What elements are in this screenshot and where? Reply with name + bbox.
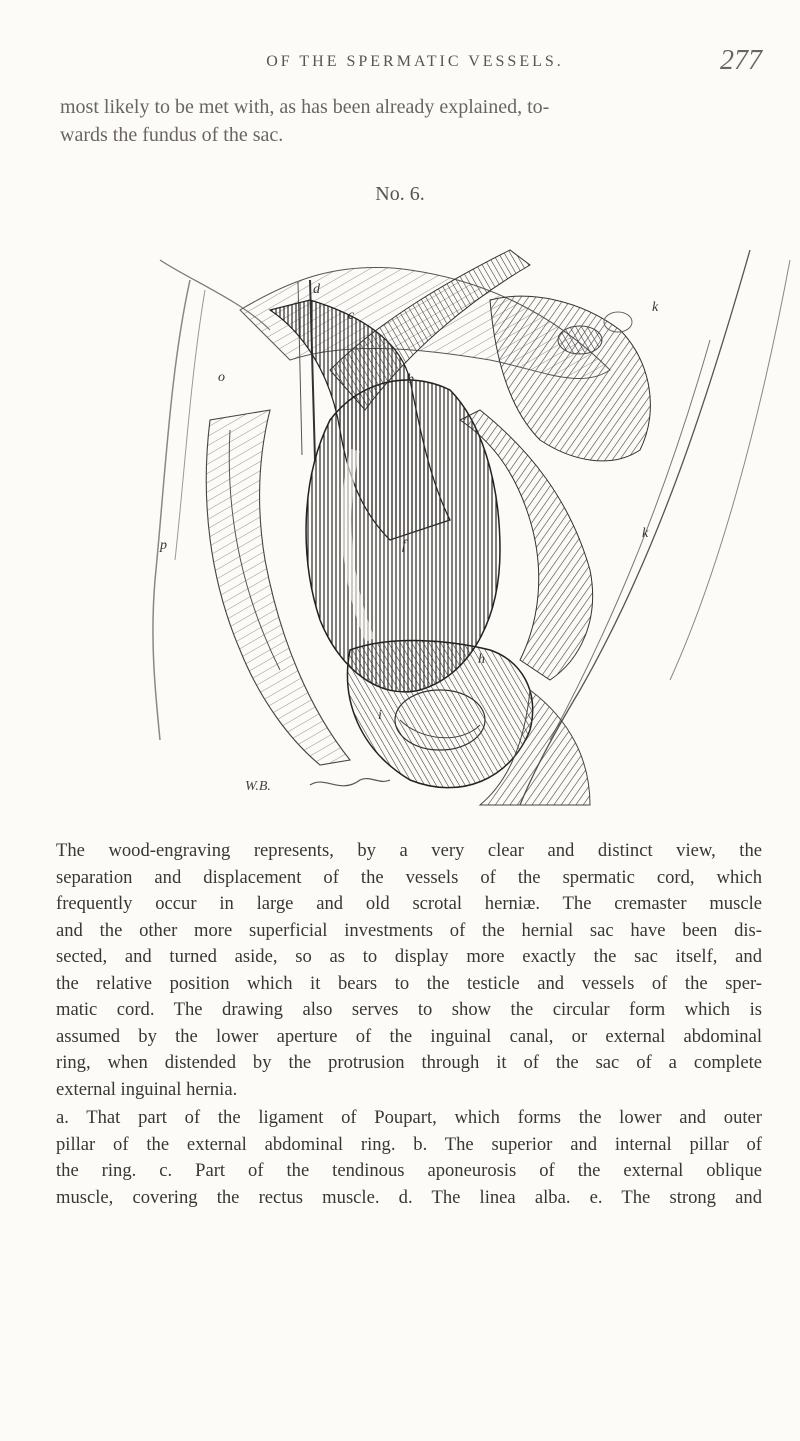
label-i: i: [378, 708, 382, 723]
label-b: b: [407, 372, 414, 387]
running-title: OF THE SPERMATIC VESSELS.: [266, 53, 564, 70]
label-k2: k: [652, 300, 659, 315]
caption-text: [56, 838, 762, 1211]
text-line: matic cord. The drawing also serves to show the circular form which is: [56, 999, 762, 1020]
text-line: ring, when distended by the protrusion through it of the sac of a complete: [56, 1052, 762, 1073]
text-line: the relative position which it bears to the testicle and vessels of the sper-: [56, 972, 762, 994]
text-line: external inguinal hernia.: [56, 1078, 238, 1100]
text-line: frequently occur in large and old scrotal herniæ. The cremaster muscle: [56, 893, 762, 914]
svg-text:W.B.: W.B.: [245, 779, 271, 794]
label-d: d: [313, 282, 320, 297]
anatomical-engraving: [150, 220, 800, 810]
label-f: f: [402, 538, 406, 553]
running-head: [60, 45, 770, 85]
label-h: h: [478, 652, 485, 667]
figure-number: No. 6.: [375, 183, 425, 205]
text-line: assumed by the lower aperture of the inguinal canal, or external abdominal: [56, 1025, 762, 1047]
text-line: wards the fundus of the sac.: [60, 124, 284, 146]
label-k: k: [642, 526, 649, 541]
text-line: muscle, covering the rectus muscle. d. The linea alba. e. The strong and: [56, 1186, 762, 1208]
text-line: most likely to be met with, as has been already explained, to-: [60, 96, 550, 118]
engraving-illustration: [150, 220, 800, 810]
label-c: c: [348, 308, 355, 323]
text-line: pillar of the external abdominal ring. b. The superior and internal pillar of: [56, 1133, 762, 1155]
text-line: sected, and turned aside, so as to display more exactly the sac itself, and: [56, 946, 762, 967]
description-paragraph: [56, 838, 762, 1103]
text-line: the ring. c. Part of the tendinous aponeurosis of the external oblique: [56, 1160, 762, 1181]
text-line: a. That part of the ligament of Poupart, which forms the lower and outer: [56, 1107, 762, 1128]
legend-paragraph: [56, 1105, 762, 1211]
page-number: 277: [720, 45, 762, 76]
label-o: o: [218, 370, 225, 385]
intro-text: [60, 93, 750, 149]
text-line: and the other more superficial investments of the hernial sac have been dis-: [56, 919, 762, 941]
label-p: p: [160, 538, 167, 553]
text-line: The wood-engraving represents, by a very clear and distinct view, the: [56, 840, 762, 861]
text-line: separation and displacement of the vessels of the spermatic cord, which: [56, 866, 762, 888]
